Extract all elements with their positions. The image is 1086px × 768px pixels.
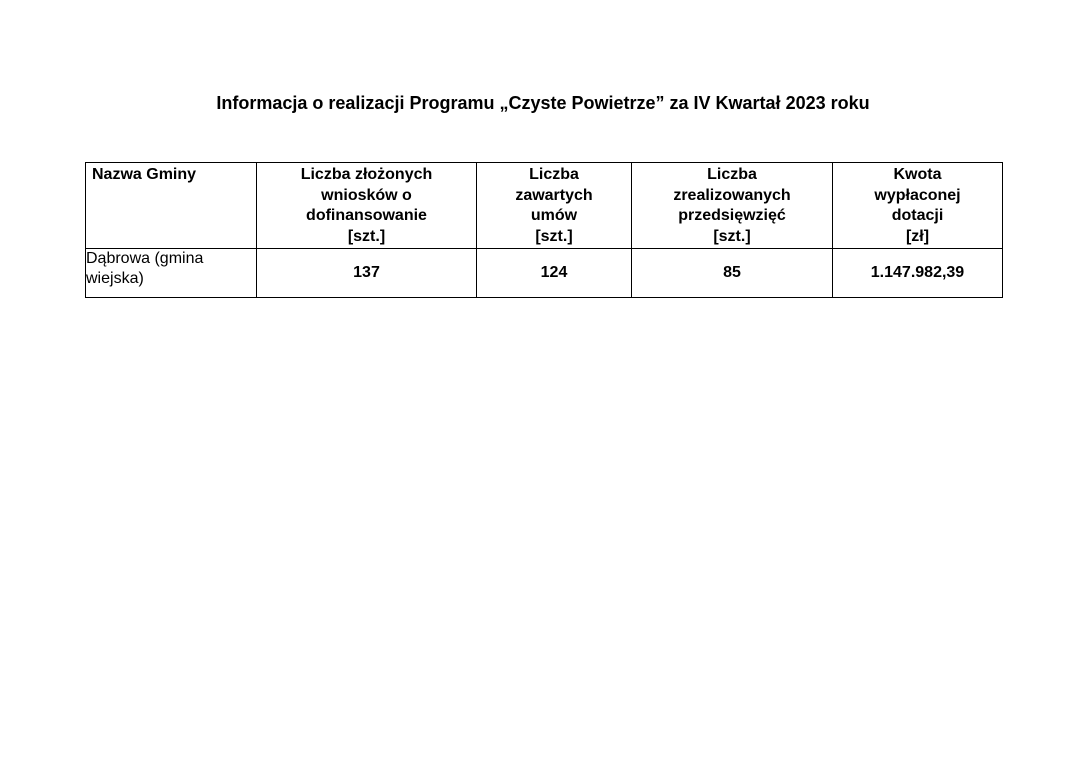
header-nazwa-gminy xyxy=(86,163,257,249)
header-liczba-umow xyxy=(477,163,632,249)
header-line: dofinansowanie xyxy=(306,207,427,224)
cell-line: Dąbrowa (gmina xyxy=(86,250,204,267)
table-row xyxy=(86,249,1003,298)
header-line: Liczba xyxy=(707,166,757,183)
header-line: [szt.] xyxy=(347,227,386,245)
header-liczba-przedsiewziec xyxy=(632,163,833,249)
cell-wnioski: 137 xyxy=(257,249,477,298)
document-title: Informacja o realizacji Programu „Czyste Powietrze” za IV Kwartał 2023 roku xyxy=(216,93,870,113)
header-liczba-wnioskow xyxy=(257,163,477,249)
header-line: zrealizowanych xyxy=(673,186,791,204)
header-line: Liczba złożonych xyxy=(300,166,433,183)
header-line: umów xyxy=(530,207,578,224)
cell-kwota: 1.147.982,39 xyxy=(833,249,1003,298)
header-line: [szt.] xyxy=(713,227,751,245)
cell-umowy: 124 xyxy=(477,249,632,298)
header-line: Nazwa Gminy xyxy=(92,166,197,183)
header-line: wypłaconej xyxy=(874,186,961,204)
header-line: Liczba xyxy=(529,166,579,183)
cell-line: wiejska) xyxy=(86,270,144,287)
data-table xyxy=(85,162,1003,298)
header-line: dotacji xyxy=(891,207,944,224)
header-line: Kwota xyxy=(893,166,942,183)
header-line: zawartych xyxy=(515,186,593,204)
header-kwota-dotacji xyxy=(833,163,1003,249)
header-line: wniosków o xyxy=(321,186,412,204)
header-line: [szt.] xyxy=(535,227,573,245)
header-line: przedsięwzięć xyxy=(678,207,786,224)
cell-przedsiewziecia: 85 xyxy=(632,249,833,298)
cell-gmina-name xyxy=(86,249,257,298)
table-header-row xyxy=(86,163,1003,249)
header-line: [zł] xyxy=(905,227,930,245)
